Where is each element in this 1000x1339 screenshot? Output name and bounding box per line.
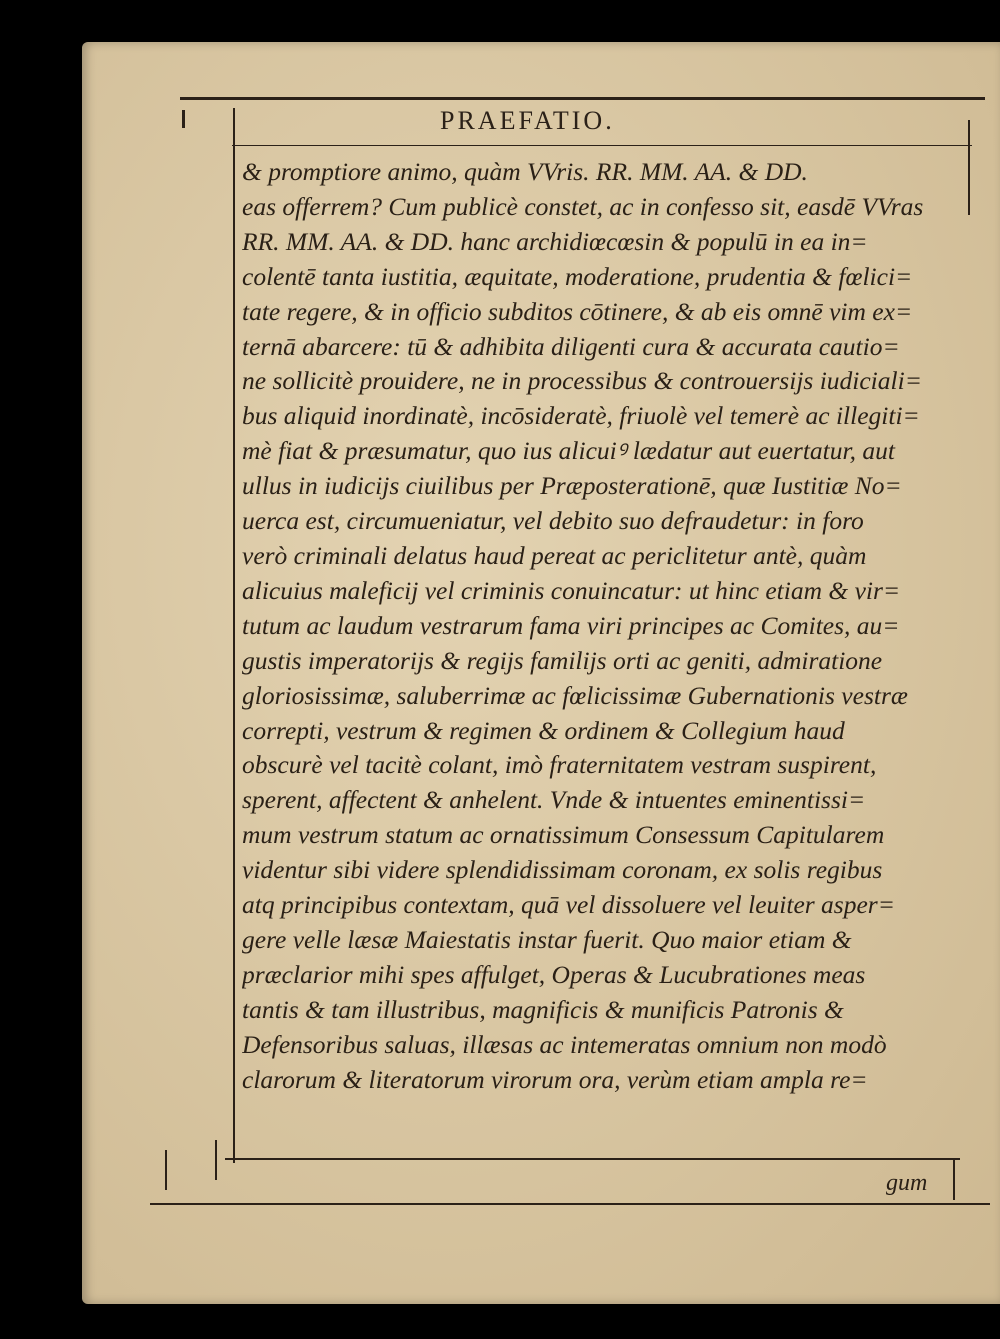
text-line: eas offerrem? Cum publicè constet, ac in confesso sit, easdē VVras [242, 191, 924, 221]
header-underline [232, 145, 972, 146]
margin-line [165, 1150, 167, 1190]
text-line: ne sollicitè prouidere, ne in processibus & controuersijs iudiciali= [242, 366, 922, 396]
top-rule [180, 97, 985, 100]
text-line: præclarior mihi spes affulget, Operas & Lucubrationes meas [242, 959, 866, 989]
text-line: ternā abarcere: tū & adhibita diligenti cura & accurata cautio= [242, 331, 900, 361]
right-frame-line [968, 120, 970, 215]
text-line: tutum ac laudum vestrarum fama viri principes ac Comites, au= [242, 610, 900, 640]
text-line: verò criminali delatus haud pereat ac periclitetur antè, quàm [242, 540, 867, 570]
text-line: RR. MM. AA. & DD. hanc archidiœcœsin & populū in ea in= [242, 226, 868, 256]
text-line: ullus in iudicijs ciuilibus per Præposterationē, quæ Iustitiæ No= [242, 471, 902, 501]
bottom-rule [150, 1203, 990, 1205]
text-line: colentē tanta iustitia, æquitate, moderatione, prudentia & fœlici= [242, 261, 913, 291]
margin-line [953, 1160, 955, 1200]
text-line: & promptiore animo, quàm VVris. RR. MM. AA. & DD. [242, 157, 808, 186]
text-line: mè fiat & præsumatur, quo ius alicuiꝰ lædatur aut euertatur, aut [242, 436, 895, 466]
text-line: gloriosissimæ, saluberrimæ ac fœlicissimæ Gubernationis vestræ [242, 680, 908, 710]
running-header: PRAEFATIO. [440, 106, 615, 135]
text-line: clarorum & literatorum virorum ora, verùm etiam ampla re= [242, 1064, 868, 1094]
margin-line [182, 110, 185, 128]
body-text [242, 155, 964, 1097]
text-line: gere velle læsæ Maiestatis instar fuerit. Quo maior etiam & [242, 924, 852, 954]
text-line: atq principibus contextam, quā vel dissoluere vel leuiter asper= [242, 890, 895, 920]
left-frame-line [233, 108, 235, 1163]
text-line: tantis & tam illustribus, magnificis & munificis Patronis & [242, 994, 844, 1024]
text-line: alicuius maleficij vel criminis conuincatur: ut hinc etiam & vir= [242, 575, 901, 605]
margin-line [215, 1140, 217, 1180]
text-line: mum vestrum statum ac ornatissimum Consessum Capitularem [242, 820, 885, 850]
text-line: uerca est, circumueniatur, vel debito suo defraudetur: in foro [242, 506, 864, 536]
text-line: videntur sibi videre splendidissimam coronam, ex solis regibus [242, 855, 883, 885]
text-line: tate regere, & in officio subditos cōtinere, & ab eis omnē vim ex= [242, 296, 913, 326]
text-line: bus aliquid inordinatè, incōsideratè, friuolè vel temerè ac illegiti= [242, 401, 920, 431]
text-line: sperent, affectent & anhelent. Vnde & intuentes eminentissi= [242, 785, 866, 815]
text-bottom-rule [225, 1158, 960, 1160]
text-line: Defensoribus saluas, illæsas ac intemeratas omnium non modò [242, 1029, 887, 1059]
text-line: obscurè vel tacitè colant, imò fraternitatem vestram suspirent, [242, 750, 877, 780]
catchword: gum [886, 1170, 928, 1196]
text-line: correpti, vestrum & regimen & ordinem & Collegium haud [242, 715, 845, 745]
text-line: gustis imperatorijs & regijs familijs orti ac geniti, admiratione [242, 645, 883, 675]
